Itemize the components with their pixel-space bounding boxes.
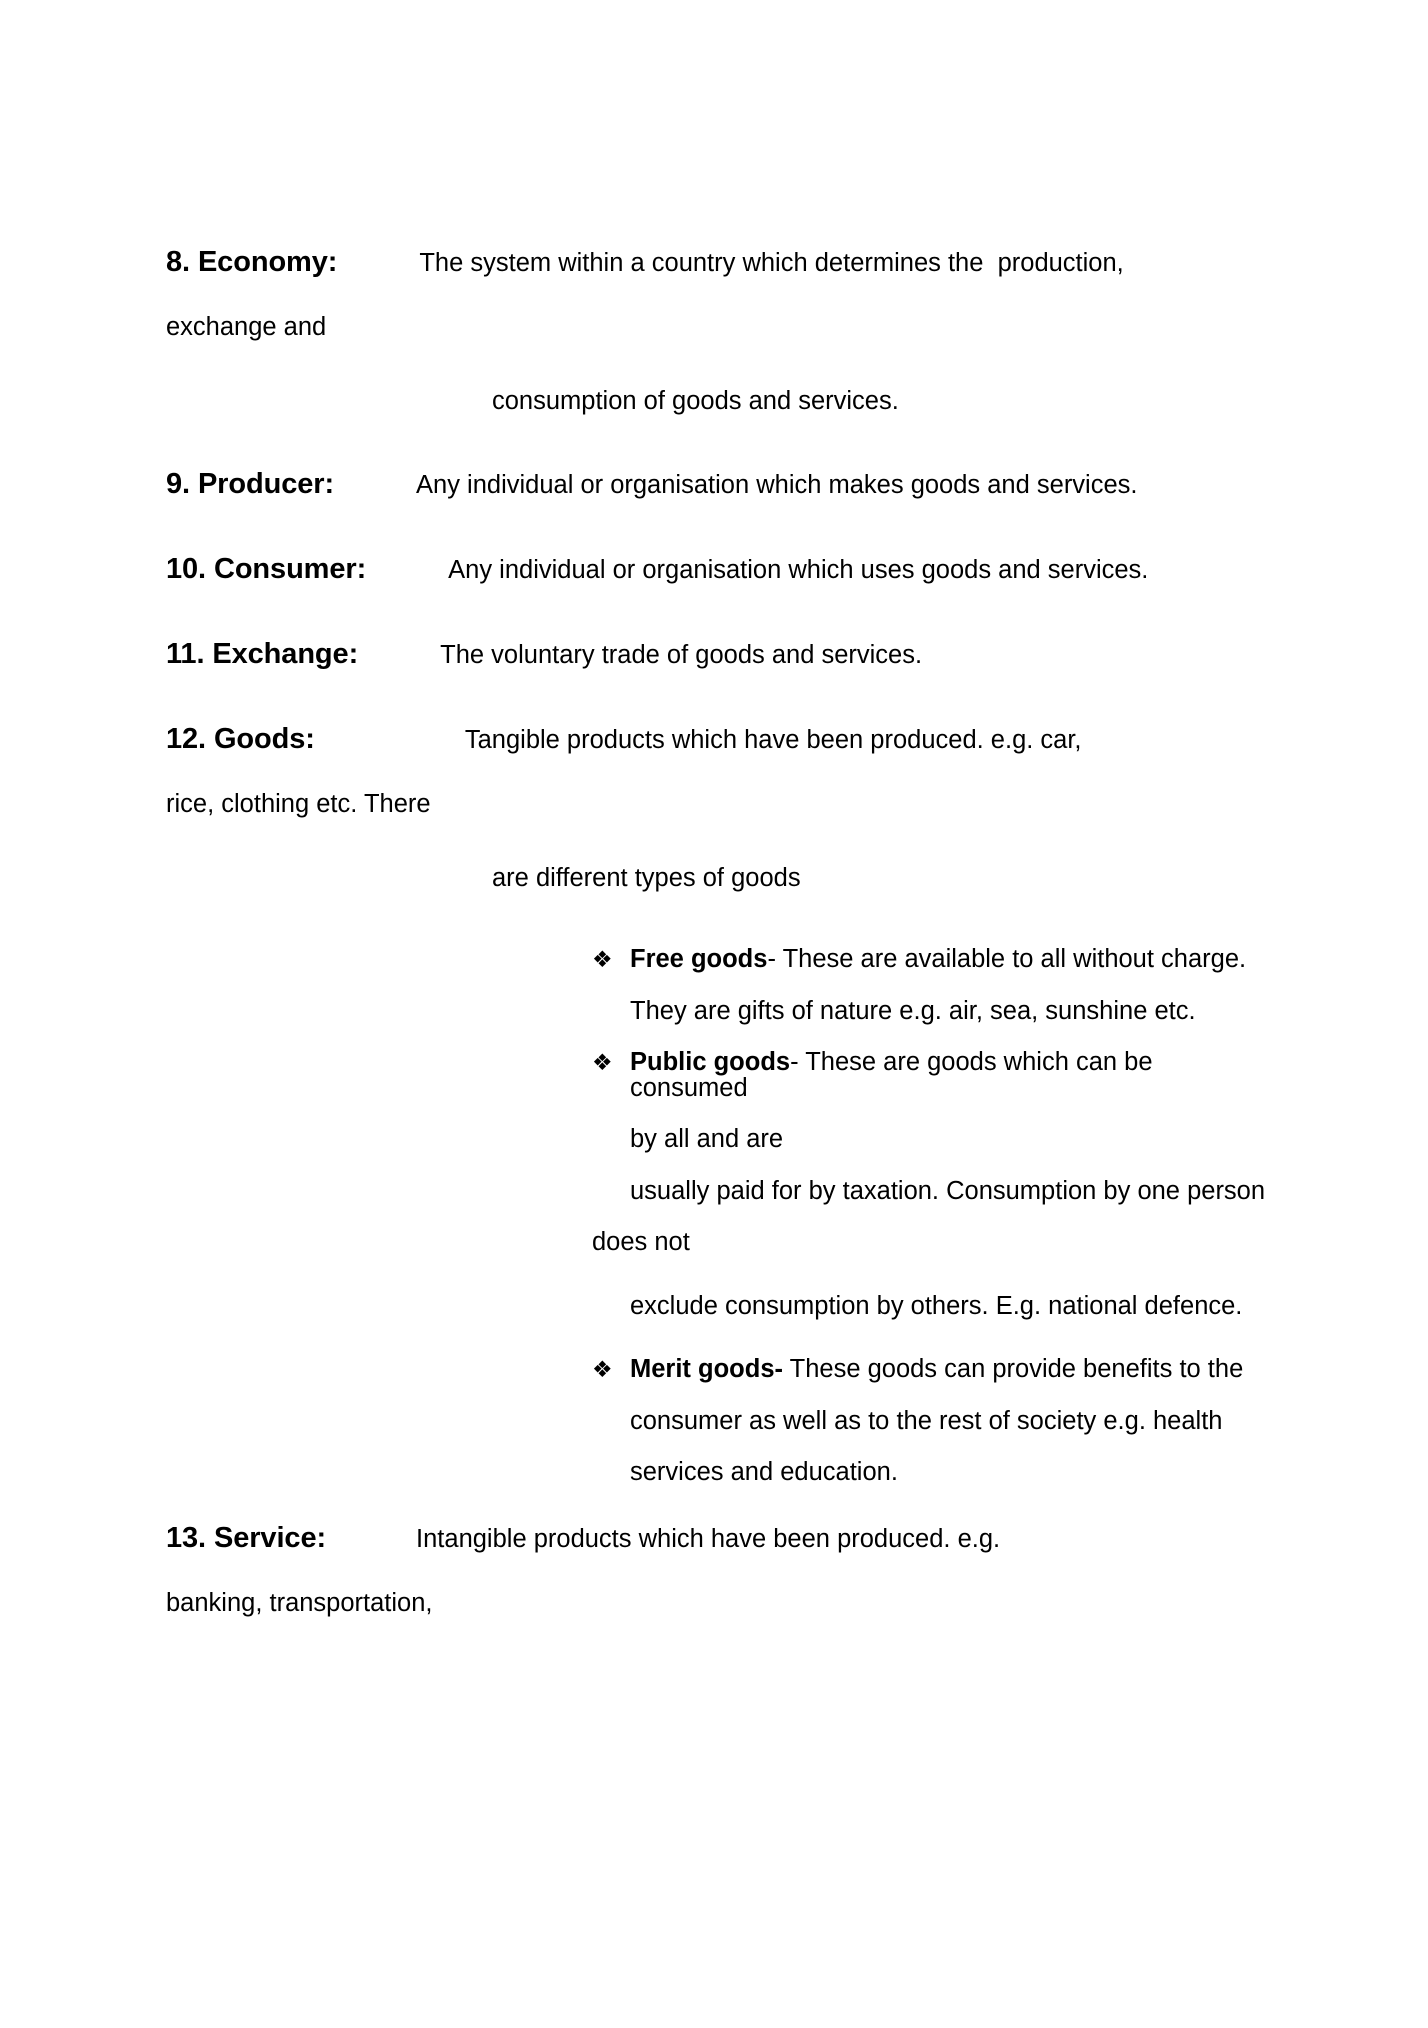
definition-continuation-left-goods: rice, clothing etc. There (166, 790, 431, 818)
definition-text-exchange: The voluntary trade of goods and services. (440, 641, 923, 669)
definition-text-consumer: Any individual or organisation which uses goods and services. (448, 556, 1149, 584)
list-item-text (630, 1357, 1276, 1383)
list-item-continuation: consumer as well as to the rest of society e.g. health (630, 1406, 1223, 1435)
diamond-bullet-icon: ❖ (592, 946, 613, 972)
diamond-bullet-icon: ❖ (592, 1356, 613, 1382)
glossary-entry-producer (166, 470, 1276, 499)
glossary-entry-exchange (166, 640, 1276, 669)
list-item-continuation: usually paid for by taxation. Consumption by one person (630, 1176, 1266, 1205)
list-item-merit-goods (166, 1357, 1276, 1486)
definition-continuation-left-service: banking, transportation, (166, 1588, 433, 1617)
list-item-bold-label: Public goods (630, 1048, 791, 1076)
definition-continuation-left-economy: exchange and (166, 313, 327, 341)
glossary-entry-consumer (166, 555, 1276, 584)
term-label-producer: 9. Producer: (166, 468, 335, 500)
entry-row (166, 470, 1276, 499)
list-item-first-line-rest: These are goods which can be consumed (630, 1048, 1160, 1102)
definition-text-goods: Tangible products which have been produced. e.g. car, (464, 726, 1082, 754)
list-item-bold-label: Free goods (630, 945, 768, 973)
definition-continuation-indented-economy: consumption of goods and services. (492, 386, 899, 415)
entry-row (166, 555, 1276, 584)
list-item-first-line-rest: These are available to all without charge. (782, 945, 1247, 973)
list-item-continuation: by all and are (630, 1125, 784, 1153)
list-item-free-goods (166, 947, 1276, 1024)
glossary-entry-service (166, 1521, 1276, 1617)
term-label-exchange: 11. Exchange: (166, 638, 359, 670)
list-item-label-suffix (783, 1355, 790, 1383)
definition-text-economy: The system within a country which determines the production, (419, 249, 1124, 277)
term-label-service: 13. Service: (166, 1521, 327, 1554)
list-item-continuation: exclude consumption by others. E.g. national defence. (630, 1291, 1243, 1320)
list-item-first-line-rest: These goods can provide benefits to the (789, 1355, 1244, 1383)
list-item-label-suffix: - (790, 1048, 806, 1076)
bullet-row (166, 947, 1276, 973)
list-item-continuation: They are gifts of nature e.g. air, sea, sunshine etc. (630, 996, 1196, 1025)
entry-row (166, 248, 1276, 277)
definition-text-producer: Any individual or organisation which makes goods and services. (416, 471, 1138, 499)
document-body (166, 248, 1276, 1616)
term-label-goods: 12. Goods: (166, 723, 315, 755)
term-label-economy: 8. Economy: (166, 246, 338, 278)
list-item-text (630, 1050, 1276, 1101)
definition-text-service: Intangible products which have been produced. e.g. (416, 1524, 1001, 1553)
list-item-bold-label: Merit goods- (630, 1355, 783, 1383)
bullet-row (166, 1050, 1276, 1101)
list-item-public-goods (166, 1050, 1276, 1319)
glossary-entry-economy (166, 248, 1276, 414)
entry-row (166, 640, 1276, 669)
bullet-row (166, 1357, 1276, 1383)
list-item-label-suffix: - (767, 945, 783, 973)
term-label-consumer: 10. Consumer: (166, 553, 367, 585)
entry-row (166, 1521, 1276, 1554)
entry-row (166, 725, 1276, 754)
list-item-text (630, 947, 1276, 973)
goods-types-list (166, 947, 1276, 1486)
diamond-bullet-icon: ❖ (592, 1049, 613, 1075)
definition-continuation-indented-goods: are different types of goods (492, 863, 801, 892)
glossary-entry-goods (166, 725, 1276, 891)
list-item-continuation: services and education. (630, 1458, 898, 1486)
list-item-continuation: does not (592, 1228, 690, 1256)
